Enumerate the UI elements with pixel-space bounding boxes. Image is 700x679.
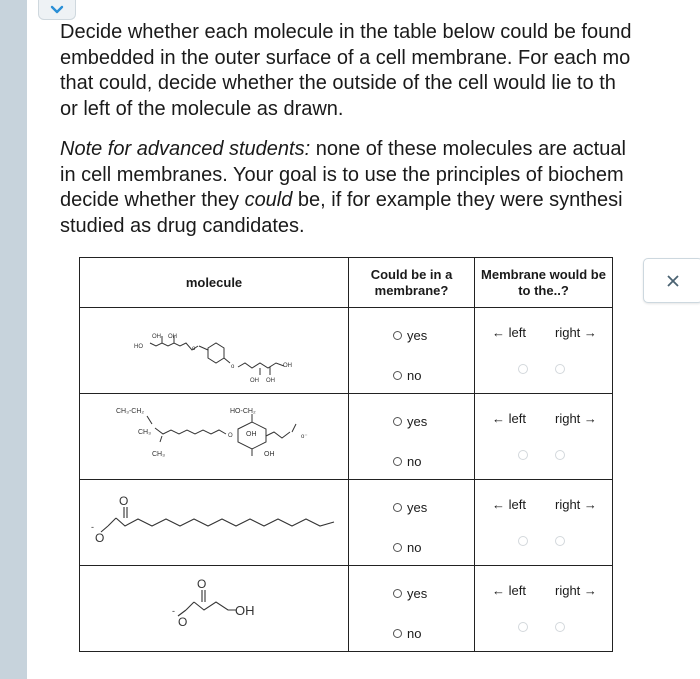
radio-no[interactable]: no (393, 368, 421, 383)
molecule-table (79, 257, 613, 652)
table-header-row (80, 258, 613, 308)
direction-right-label: right → (555, 497, 597, 512)
radio-circle (393, 417, 402, 426)
radio-left[interactable] (518, 364, 528, 374)
radio-right[interactable] (555, 622, 565, 632)
direction-choice-cell (475, 566, 613, 652)
radio-circle (393, 503, 402, 512)
table-row (80, 480, 613, 566)
svg-text:O: O (178, 615, 188, 629)
svg-text:OH: OH (235, 603, 255, 618)
radio-yes[interactable]: yes (393, 500, 427, 515)
radio-left[interactable] (518, 450, 528, 460)
close-button[interactable] (643, 258, 700, 303)
instruction-line: Decide whether each molecule in the table below could be found (60, 21, 632, 43)
table-row (80, 566, 613, 652)
radio-no[interactable]: no (393, 540, 421, 555)
molecule-table-wrap (79, 257, 613, 652)
direction-right-label: right → (555, 583, 597, 598)
molecule-cell (80, 480, 349, 566)
svg-text:OH: OH (264, 451, 275, 458)
note-line: studied as drug candidates. (60, 214, 305, 237)
direction-right-label: right → (555, 411, 597, 426)
direction-left-label: ← left (492, 325, 526, 340)
radio-right[interactable] (555, 364, 565, 374)
radio-yes[interactable]: yes (393, 414, 427, 429)
chevron-down-icon (50, 5, 64, 15)
radio-circle (393, 589, 402, 598)
question-text (60, 20, 700, 239)
note-line: decide whether they could be, if for example they were synthesi (60, 189, 623, 211)
svg-text:CH₃: CH₃ (138, 429, 151, 436)
svg-text:o: o (192, 346, 196, 352)
molecule-1-structure (80, 308, 348, 388)
svg-text:O: O (119, 494, 129, 508)
svg-text:HO: HO (134, 344, 143, 350)
radio-left[interactable] (518, 622, 528, 632)
svg-text:HO-CH₂: HO-CH₂ (230, 408, 256, 415)
svg-text:OH: OH (152, 334, 161, 340)
radio-circle (393, 457, 402, 466)
svg-text:OH: OH (168, 334, 177, 340)
svg-text:OH: OH (246, 431, 257, 438)
table-row (80, 394, 613, 480)
instruction-line: or left of the molecule as drawn. (60, 97, 344, 120)
molecule-cell (80, 394, 349, 480)
svg-text:CH₃-CH₂: CH₃-CH₂ (116, 408, 145, 415)
table-row (80, 308, 613, 394)
close-icon (666, 274, 680, 288)
radio-no[interactable]: no (393, 454, 421, 469)
radio-yes[interactable]: yes (393, 586, 427, 601)
radio-circle (393, 331, 402, 340)
header-membrane: Could be in a membrane? (349, 258, 475, 308)
membrane-choice-cell (349, 308, 475, 394)
direction-left-label: ← left (492, 497, 526, 512)
radio-circle (393, 629, 402, 638)
left-rail (0, 0, 27, 679)
molecule-3-structure (80, 480, 348, 560)
svg-text:OH: OH (250, 378, 259, 384)
note-label: Note for advanced students: (60, 138, 311, 160)
svg-text:O: O (95, 531, 105, 545)
radio-right[interactable] (555, 536, 565, 546)
note (60, 137, 700, 239)
svg-text:-: - (172, 606, 175, 616)
direction-choice-cell (475, 394, 613, 480)
direction-right-label: right → (555, 325, 597, 340)
radio-circle (393, 543, 402, 552)
svg-text:o: o (231, 364, 235, 370)
molecule-4-structure (80, 566, 348, 646)
membrane-choice-cell (349, 566, 475, 652)
membrane-choice-cell (349, 480, 475, 566)
radio-right[interactable] (555, 450, 565, 460)
svg-text:-: - (91, 522, 94, 532)
svg-text:CH₃: CH₃ (152, 451, 165, 458)
note-line: Note for advanced students: none of these molecules are actual (60, 138, 626, 160)
molecule-cell (80, 308, 349, 394)
header-molecule: molecule (80, 258, 349, 308)
radio-yes[interactable]: yes (393, 328, 427, 343)
header-direction: Membrane would be to the..? (475, 258, 613, 308)
direction-left-label: ← left (492, 583, 526, 598)
membrane-choice-cell (349, 394, 475, 480)
direction-left-label: ← left (492, 411, 526, 426)
svg-text:O: O (197, 577, 207, 591)
radio-no[interactable]: no (393, 626, 421, 641)
direction-choice-cell (475, 480, 613, 566)
molecule-2-structure (80, 394, 348, 474)
radio-left[interactable] (518, 536, 528, 546)
molecule-cell (80, 566, 349, 652)
svg-text:o⁻: o⁻ (301, 434, 308, 440)
instruction-line: that could, decide whether the outside of the cell would lie to th (60, 72, 616, 94)
svg-text:OH: OH (266, 378, 275, 384)
svg-text:O: O (228, 433, 233, 439)
radio-circle (393, 371, 402, 380)
collapse-button[interactable] (38, 0, 76, 20)
svg-text:OH: OH (283, 363, 292, 369)
instructions (60, 20, 700, 122)
instruction-line: embedded in the outer surface of a cell membrane. For each mo (60, 46, 631, 69)
direction-choice-cell (475, 308, 613, 394)
note-line: in cell membranes. Your goal is to use the principles of biochem (60, 163, 624, 186)
